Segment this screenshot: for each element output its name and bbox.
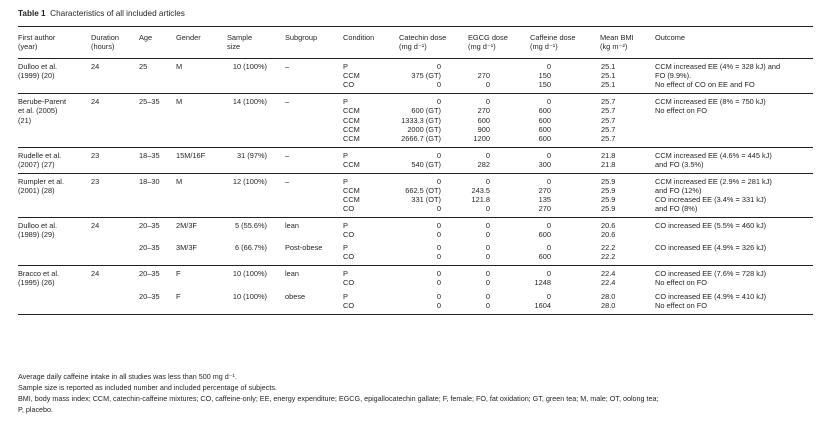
row-catechin-dose: 0	[436, 252, 441, 262]
row-condition: CCM	[343, 133, 360, 143]
study-author: (2007) (27)	[18, 159, 55, 169]
study-author: (1999) (20)	[18, 71, 55, 81]
study-duration: 23	[91, 150, 100, 160]
row-mean-bmi: 25.1	[601, 80, 616, 90]
footnote-placebo: P, placebo.	[18, 405, 54, 414]
row-condition: P	[343, 62, 348, 71]
group-sample-size: 10 (100%)	[232, 269, 267, 279]
group-subgroup: –	[285, 62, 290, 71]
row-mean-bmi: 25.9	[601, 194, 616, 204]
study-author: Bracco et al.	[18, 269, 60, 279]
row-egcg-dose: 0	[485, 243, 490, 253]
study-author: (2001) (28)	[18, 185, 55, 195]
group-gender: 3M/3F	[176, 243, 197, 253]
header-catechin	[399, 33, 446, 51]
row-egcg-dose: 900	[477, 124, 490, 134]
row-mean-bmi: 21.8	[601, 150, 616, 160]
row-condition: P	[343, 269, 348, 279]
study-duration: 24	[91, 97, 100, 107]
row-caffeine-dose: 600	[538, 252, 551, 262]
row-outcome: No effect of CO on EE and FO	[655, 80, 755, 90]
header-egcg-line1: EGCG dose	[468, 33, 508, 42]
header-sample-line1: Sample	[227, 33, 253, 42]
row-outcome: FO (9.9%).	[655, 71, 692, 81]
row-caffeine-dose: 600	[538, 124, 551, 134]
header-duration	[91, 33, 119, 51]
header-author-line2: (year)	[18, 42, 38, 51]
row-caffeine-dose: 0	[546, 176, 551, 186]
study-author: Berube-Parent	[18, 97, 67, 107]
row-catechin-dose: 0	[436, 62, 441, 71]
group-subgroup: lean	[285, 269, 299, 279]
group-age: 18–30	[139, 176, 160, 186]
row-catechin-dose: 662.5 (OT)	[405, 185, 441, 195]
study-duration: 23	[91, 176, 100, 186]
study-separator	[18, 173, 813, 174]
row-egcg-dose: 243.5	[471, 185, 490, 195]
row-egcg-dose: 121.8	[471, 194, 490, 204]
row-outcome: CO increased EE (4.9% = 326 kJ)	[655, 243, 767, 253]
row-egcg-dose: 600	[477, 115, 490, 125]
row-mean-bmi: 28.0	[601, 300, 616, 310]
header-outcome: Outcome	[655, 33, 685, 42]
row-egcg-dose: 0	[485, 291, 490, 301]
row-mean-bmi: 25.7	[601, 106, 616, 116]
row-caffeine-dose: 270	[538, 204, 551, 214]
study-author: Rudelle et al.	[18, 150, 62, 160]
header-gender: Gender	[176, 33, 201, 42]
row-egcg-dose: 0	[485, 204, 490, 214]
row-mean-bmi: 25.9	[601, 204, 616, 214]
study-author: (21)	[18, 115, 32, 125]
group-sample-size: 12 (100%)	[232, 176, 267, 186]
bottom-rule	[18, 314, 813, 315]
row-caffeine-dose: 600	[538, 106, 551, 116]
row-caffeine-dose: 300	[538, 159, 551, 169]
row-condition: P	[343, 176, 348, 186]
row-outcome: No effect on FO	[655, 300, 708, 310]
row-egcg-dose: 0	[485, 278, 490, 288]
group-age: 20–35	[139, 220, 160, 230]
row-catechin-dose: 0	[436, 204, 441, 214]
group-sample-size: 31 (97%)	[237, 150, 267, 160]
table-caption	[18, 9, 185, 18]
row-condition: CCM	[343, 185, 360, 195]
row-condition: P	[343, 220, 348, 230]
row-outcome: No effect on FO	[655, 278, 708, 288]
group-gender: 2M/3F	[176, 220, 197, 230]
row-condition: CCM	[343, 115, 360, 125]
group-subgroup: –	[285, 150, 290, 160]
row-egcg-dose: 270	[477, 106, 490, 116]
header-bmi-line1: Mean BMI	[600, 33, 634, 42]
study-author: Dulloo et al.	[18, 220, 58, 230]
group-sample-size: 14 (100%)	[232, 97, 267, 107]
row-outcome: CO increased EE (7.6% = 728 kJ)	[655, 269, 767, 279]
row-condition: CO	[343, 278, 355, 288]
group-age: 20–35	[139, 291, 160, 301]
row-outcome: and FO (12%)	[655, 185, 702, 195]
group-gender: F	[176, 269, 181, 279]
study-separator	[18, 93, 813, 94]
row-caffeine-dose: 0	[546, 220, 551, 230]
header-egcg-line2: (mg d⁻¹)	[468, 42, 496, 51]
group-age: 18–35	[139, 150, 160, 160]
row-catechin-dose: 0	[436, 80, 441, 90]
group-sample-size: 10 (100%)	[232, 291, 267, 301]
header-age: Age	[139, 33, 153, 42]
row-mean-bmi: 22.2	[601, 252, 616, 262]
row-condition: CO	[343, 204, 355, 214]
header-sample	[227, 33, 252, 51]
row-mean-bmi: 25.1	[601, 62, 616, 71]
row-caffeine-dose: 1604	[534, 300, 551, 310]
row-condition: CO	[343, 230, 355, 239]
row-catechin-dose: 0	[436, 269, 441, 279]
footnote-sample-size: Sample size is reported as included number and included percentage of subjects.	[18, 383, 277, 392]
row-mean-bmi: 25.9	[601, 176, 616, 186]
header-rule	[18, 58, 813, 59]
header-sample-line2: size	[227, 42, 241, 51]
row-catechin-dose: 0	[436, 300, 441, 310]
row-egcg-dose: 0	[485, 176, 490, 186]
header-condition: Condition	[343, 33, 375, 42]
study-separator	[18, 265, 813, 266]
group-gender: M	[176, 97, 183, 107]
group-subgroup: obese	[285, 291, 306, 301]
footnote-caffeine: Average daily caffeine intake in all studies was less than 500 mg d⁻¹.	[18, 372, 237, 381]
row-catechin-dose: 2666.7 (GT)	[401, 133, 441, 143]
header-caffeine-line1: Caffeine dose	[530, 33, 576, 42]
row-outcome: CCM increased EE (2.9% = 281 kJ)	[655, 176, 772, 186]
group-subgroup: Post-obese	[285, 243, 323, 253]
study-duration: 24	[91, 220, 100, 230]
group-gender: M	[176, 176, 183, 186]
row-egcg-dose: 0	[485, 150, 490, 160]
row-egcg-dose: 1200	[473, 133, 490, 143]
row-condition: CCM	[343, 159, 360, 169]
row-caffeine-dose: 600	[538, 230, 551, 239]
row-mean-bmi: 22.4	[601, 269, 616, 279]
group-gender: F	[176, 291, 181, 301]
header-subgroup: Subgroup	[285, 33, 318, 42]
study-separator	[18, 147, 813, 148]
row-mean-bmi: 25.7	[601, 133, 616, 143]
row-outcome: CO increased EE (3.4% = 331 kJ)	[655, 194, 767, 204]
study-duration: 24	[91, 62, 100, 71]
group-subgroup: –	[285, 176, 290, 186]
group-subgroup: lean	[285, 220, 299, 230]
row-mean-bmi: 20.6	[601, 220, 616, 230]
row-mean-bmi: 28.0	[601, 291, 616, 301]
header-author	[18, 33, 55, 51]
group-age: 20–35	[139, 269, 160, 279]
header-duration-line1: Duration	[91, 33, 119, 42]
group-age: 25–35	[139, 97, 160, 107]
row-condition: CCM	[343, 194, 360, 204]
row-outcome: CO increased EE (5.5% = 460 kJ)	[655, 220, 767, 230]
row-catechin-dose: 2000 (GT)	[407, 124, 441, 134]
table-caption-text: Characteristics of all included articles	[50, 9, 185, 18]
row-mean-bmi: 20.6	[601, 230, 616, 239]
row-caffeine-dose: 150	[538, 71, 551, 81]
study-author: (1995) (26)	[18, 278, 55, 288]
row-caffeine-dose: 150	[538, 80, 551, 90]
row-condition: P	[343, 243, 348, 253]
row-catechin-dose: 375 (GT)	[411, 71, 441, 81]
row-condition: CO	[343, 80, 355, 90]
row-catechin-dose: 331 (OT)	[411, 194, 441, 204]
group-gender: M	[176, 62, 183, 71]
row-egcg-dose: 0	[485, 252, 490, 262]
study-duration: 24	[91, 269, 100, 279]
row-condition: CO	[343, 252, 355, 262]
row-condition: P	[343, 97, 348, 107]
row-catechin-dose: 0	[436, 150, 441, 160]
row-condition: CCM	[343, 106, 360, 116]
row-egcg-dose: 282	[477, 159, 490, 169]
row-outcome: and FO (8%)	[655, 204, 698, 214]
row-mean-bmi: 25.7	[601, 124, 616, 134]
row-catechin-dose: 0	[436, 243, 441, 253]
row-egcg-dose: 0	[485, 80, 490, 90]
row-egcg-dose: 270	[477, 71, 490, 81]
group-age: 20–35	[139, 243, 160, 253]
row-outcome: No effect on FO	[655, 106, 708, 116]
row-caffeine-dose: 0	[546, 269, 551, 279]
row-catechin-dose: 0	[436, 291, 441, 301]
header-caffeine-line2: (mg d⁻¹)	[530, 42, 558, 51]
header-bmi-line2: (kg m⁻²)	[600, 42, 628, 51]
row-outcome: CCM increased EE (4% = 328 kJ) and	[655, 62, 781, 71]
row-egcg-dose: 0	[485, 230, 490, 239]
row-caffeine-dose: 600	[538, 115, 551, 125]
row-mean-bmi: 22.4	[601, 278, 616, 288]
study-author: Rumpler et al.	[18, 176, 65, 186]
row-catechin-dose: 1333.3 (GT)	[401, 115, 441, 125]
table-caption-label: Table 1	[18, 9, 46, 18]
row-catechin-dose: 0	[436, 278, 441, 288]
group-gender: 15M/16F	[176, 150, 206, 160]
row-egcg-dose: 0	[485, 97, 490, 107]
row-mean-bmi: 25.1	[601, 71, 616, 81]
row-caffeine-dose: 1248	[534, 278, 551, 288]
row-catechin-dose: 0	[436, 220, 441, 230]
row-outcome: CCM increased EE (8% = 750 kJ)	[655, 97, 766, 107]
row-condition: CO	[343, 300, 355, 310]
row-catechin-dose: 0	[436, 230, 441, 239]
row-catechin-dose: 0	[436, 176, 441, 186]
row-condition: CCM	[343, 124, 360, 134]
group-sample-size: 6 (66.7%)	[234, 243, 267, 253]
row-mean-bmi: 25.9	[601, 185, 616, 195]
row-mean-bmi: 21.8	[601, 159, 616, 169]
row-mean-bmi: 22.2	[601, 243, 616, 253]
footnote-abbreviations: BMI, body mass index; CCM, catechin-caffeine mixtures; CO, caffeine-only; EE, energy expenditure; EGCG, epigallocatechin gallate; F, female; FO, fat oxidation; GT, green tea; M, male; OT, oolong tea;	[18, 394, 659, 403]
row-condition: P	[343, 291, 348, 301]
row-catechin-dose: 600 (GT)	[411, 106, 441, 116]
row-condition: CCM	[343, 71, 360, 81]
group-age: 25	[139, 62, 148, 71]
header-bmi	[600, 33, 634, 51]
row-condition: P	[343, 150, 348, 160]
header-caffeine	[530, 33, 575, 51]
group-subgroup: –	[285, 97, 290, 107]
row-outcome: CO increased EE (4.9% = 410 kJ)	[655, 291, 767, 301]
header-catechin-line1: Catechin dose	[399, 33, 447, 42]
study-author: (1989) (29)	[18, 230, 55, 239]
row-caffeine-dose: 0	[546, 62, 551, 71]
study-author: Dulloo et al.	[18, 62, 58, 71]
row-caffeine-dose: 270	[538, 185, 551, 195]
top-rule	[18, 26, 813, 27]
row-mean-bmi: 25.7	[601, 97, 616, 107]
row-caffeine-dose: 0	[546, 243, 551, 253]
row-egcg-dose: 0	[485, 220, 490, 230]
group-sample-size: 10 (100%)	[232, 62, 267, 71]
row-caffeine-dose: 0	[546, 291, 551, 301]
row-outcome: and FO (3.5%)	[655, 159, 704, 169]
row-caffeine-dose: 600	[538, 133, 551, 143]
study-author: et al. (2005)	[18, 106, 58, 116]
header-author-line1: First author	[18, 33, 56, 42]
row-catechin-dose: 540 (GT)	[411, 159, 441, 169]
row-catechin-dose: 0	[436, 97, 441, 107]
header-egcg	[468, 33, 508, 51]
row-caffeine-dose: 0	[546, 150, 551, 160]
row-caffeine-dose: 135	[538, 194, 551, 204]
row-outcome: CCM increased EE (4.6% = 445 kJ)	[655, 150, 772, 160]
row-mean-bmi: 25.7	[601, 115, 616, 125]
row-caffeine-dose: 0	[546, 97, 551, 107]
group-sample-size: 5 (55.6%)	[234, 220, 267, 230]
header-duration-line2: (hours)	[91, 42, 115, 51]
row-egcg-dose: 0	[485, 300, 490, 310]
row-egcg-dose: 0	[485, 269, 490, 279]
header-catechin-line2: (mg d⁻¹)	[399, 42, 427, 51]
study-separator	[18, 217, 813, 218]
